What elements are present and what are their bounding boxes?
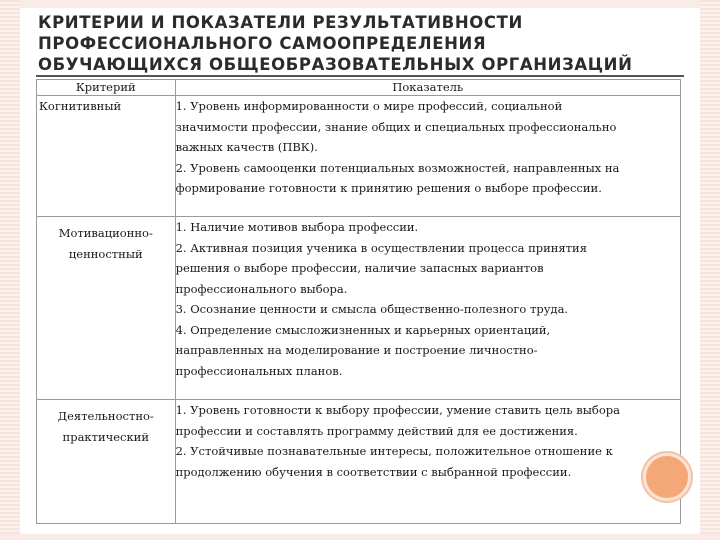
indicator-line: важных качеств (ПВК). <box>175 140 318 154</box>
indicator-line: 1. Наличие мотивов выбора профессии. <box>175 220 419 234</box>
criteria-table <box>36 79 681 524</box>
indicator-line: решения о выборе профессии, наличие запасных вариантов <box>175 261 544 275</box>
indicator-line: 1. Уровень информированности о мире профессий, социальной <box>175 99 563 113</box>
table-header-row <box>37 80 681 96</box>
indicator-line: 3. Осознание ценности и смысла общественно-полезного труда. <box>175 302 569 316</box>
criterion-name: практический <box>62 429 150 444</box>
table-row <box>37 217 681 400</box>
indicator-line: формирование готовности к принятию решения о выборе профессии. <box>175 181 602 195</box>
indicator-line: направленных на моделирование и построение личностно- <box>175 343 538 357</box>
frame-top-border <box>0 0 720 8</box>
title-line: ПРОФЕССИОНАЛЬНОГО САМООПРЕДЕЛЕНИЯ <box>38 34 487 53</box>
table-row <box>37 96 681 217</box>
indicator-line: профессии и составлять программу действий для ее достижения. <box>175 423 578 438</box>
criterion-cell <box>37 400 176 524</box>
title-line: КРИТЕРИИ И ПОКАЗАТЕЛИ РЕЗУЛЬТАТИВНОСТИ <box>38 13 523 32</box>
indicator-line: значимости профессии, знание общих и специальных профессионально <box>175 119 617 134</box>
indicator-line: 2. Активная позиция ученика в осуществлении процесса принятия <box>175 240 587 255</box>
frame-right-border <box>700 0 720 540</box>
indicator-cell <box>175 217 680 400</box>
indicator-line: продолжению обучения в соответствии с выбранной профессии. <box>175 464 572 479</box>
criterion-name: ценностный <box>68 246 143 261</box>
indicator-line: профессионального выбора. <box>175 281 348 296</box>
criterion-name: Деятельностно- <box>57 409 154 423</box>
criterion-name: Когнитивный <box>39 99 122 113</box>
header-indicator: Показатель <box>175 80 680 96</box>
indicator-line: профессиональных планов. <box>175 363 343 378</box>
slide-title <box>38 12 678 75</box>
table-row <box>37 400 681 524</box>
frame-left-border <box>0 0 20 540</box>
criterion-cell <box>37 96 176 217</box>
criterion-cell <box>37 217 176 400</box>
header-criterion: Критерий <box>37 80 176 96</box>
indicator-cell <box>175 96 680 217</box>
indicator-line: 2. Уровень самооценки потенциальных возможностей, направленных на <box>175 160 620 175</box>
criterion-name: Мотивационно- <box>58 226 153 240</box>
title-underline <box>36 75 684 77</box>
title-line: ОБУЧАЮЩИХСЯ ОБЩЕОБРАЗОВАТЕЛЬНЫХ ОРГАНИЗАЦИЙ <box>38 55 633 74</box>
frame-bottom-border <box>0 534 720 540</box>
indicator-line: 2. Устойчивые познавательные интересы, положительное отношение к <box>175 444 613 458</box>
decorative-circle <box>643 453 691 501</box>
indicator-line: 4. Определение смысложизненных и карьерных ориентаций, <box>175 322 551 337</box>
indicator-cell <box>175 400 680 524</box>
indicator-line: 1. Уровень готовности к выбору профессии, умение ставить цель выбора <box>175 403 620 417</box>
